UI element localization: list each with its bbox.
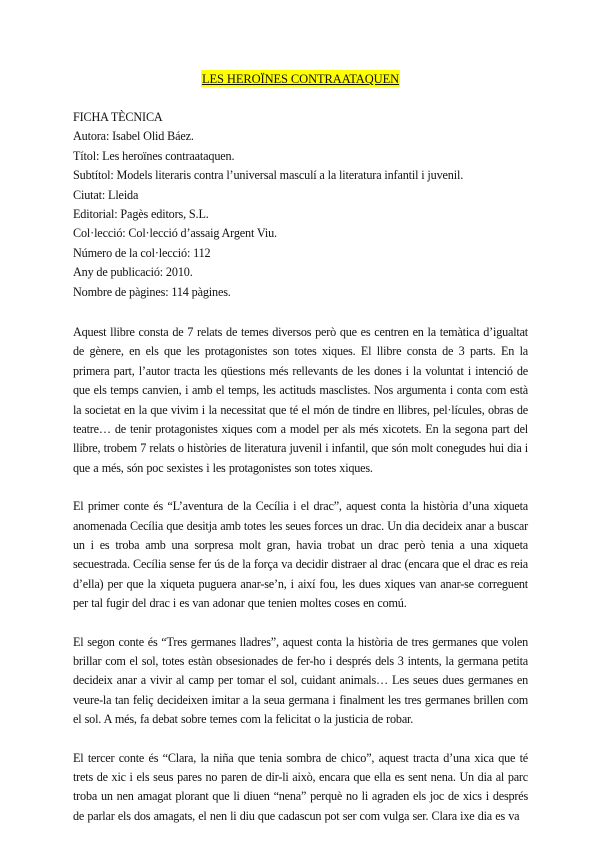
page-count-line: Nombre de pàgines: 114 pàgines.	[73, 284, 231, 299]
collection-number-line: Número de la col·lecció: 112	[73, 245, 211, 260]
document-title: LES HEROÏNES CONTRAATAQUEN	[201, 72, 400, 86]
title-container	[73, 70, 528, 90]
collection-line: Col·lecció: Col·lecció d’assaig Argent Viu.	[73, 226, 277, 241]
body-text	[73, 323, 528, 826]
publisher-line: Editorial: Pagès editors, S.L.	[73, 206, 209, 221]
document-page	[73, 70, 528, 845]
author-line: Autora: Isabel Olid Báez.	[73, 129, 194, 144]
title-line: Títol: Les heroïnes contraataquen.	[73, 148, 235, 163]
subtitle-line: Subtítol: Models literaris contra l’universal masculí a la literatura infantil i juvenil.	[73, 168, 464, 183]
technical-sheet-heading: FICHA TÈCNICA	[73, 110, 163, 124]
paragraph-first-story: El primer conte és “L’aventura de la Cecília i el drac”, aquest conta la història d’una xiqueta anomenada Cecília que desitja amb totes les seues forces un drac. Un dia decideix anar a buscar un i es troba amb una sorpresa molt gran, havia trobat un drac però tenia a una xiqueta secuestrada. Cecília sense fer ús de la força va decidir distraer al drac (encara que el drac es reia d’ella) per que la xiqueta puguera anar-se’n, i així fou, les dues xiques van anar-se correguent per tal fugir del drac i es van adonar que tenien moltes coses en comú.	[73, 499, 528, 611]
paragraph-third-story: El tercer conte és “Clara, la niña que tenia sombra de chico”, aquest tracta d’una xica que té trets de xic i els seus pares no paren de dir-li això, encara que ella es sent nena. Un dia al parc troba un nen amagat plorant que li diuen “nena” perquè no li agraden els joc de xics i després de parlar els dos amagats, el nen li diu que cadascun pot ser com vulga ser. Clara ixe dia es va	[73, 750, 528, 823]
publication-year-line: Any de publicació: 2010.	[73, 265, 193, 280]
paragraph-second-story: El segon conte és “Tres germanes lladres”, aquest conta la història de tres germanes que volen brillar com el sol, totes estàn obsesionades de fer-ho i després dels 3 intents, la germana petita decideix anar a vivir al camp per tomar el sol, cuidant animals… Les seues dues germanes en veure-la tan feliç decideixen imitar a la seua germana i finalment les tres germanes brillen com el sol. A més, fa debat sobre temes com la felicitat o la justicia de robar.	[73, 634, 528, 727]
paragraph-intro: Aquest llibre consta de 7 relats de temes diversos però que es centren en la temàtica d’igualtat de gènere, en els que les protagonistes son totes xiques. El llibre consta de 3 parts. En la primera part, l’autor tracta les qüestions més rellevants de les dones i la voluntat i intenció de que els temps canvien, i amb el temps, les actituds masclistes. Nos argumenta i conta com està la societat en la que vivim i la necessitat que té el món de tindre en llibres, pel·lícules, obras de teatre… de tenir protagonistes xiques com a model per als més xicotets. En la segona part del llibre, trobem 7 relats o històries de literatura juvenil i infantil, que són molt conegudes hui dia i que a més, són poc sexistes i les protagonistes son totes xiques.	[73, 324, 528, 475]
technical-sheet	[73, 108, 528, 302]
city-line: Ciutat: Lleida	[73, 187, 139, 202]
